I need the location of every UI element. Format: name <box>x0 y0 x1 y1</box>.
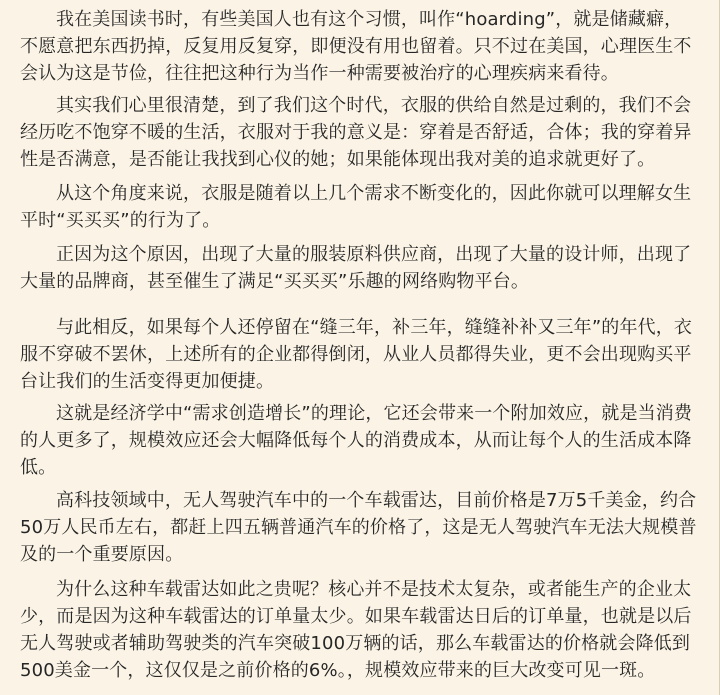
paragraph-demand-growth: 这就是经济学中“需求创造增长”的理论，它还会带来一个附加效应，就是当消费的人更多了，规模效应还会大幅降低每个人的消费成本，从而让每个人的生活成本降低。 <box>20 403 693 478</box>
paragraph-hoarding: 我在美国读书时，有些美国人也有这个习惯，叫作“hoarding”，就是储藏癖，不愿意把东西扔掉，反复用反复穿，即便没有用也留着。只不过在美国，心理医生不会认为这是节俭，往往把这种行为当作一种需要被治疗的心理疾病来看待。 <box>20 9 692 84</box>
paragraph-clothing-meaning: 其实我们心里很清楚，到了我们这个时代，衣服的供给自然是过剩的，我们不会经历吃不饱穿不暖的生活，衣服对于我的意义是：穿着是否舒适，合体；我的穿着异性是否满意，是否能让我找到心仪的她；如果能体现出我对美的追求就更好了。 <box>20 95 692 170</box>
paragraph-changing-needs: 从这个角度来说，衣服是随着以上几个需求不断变化的，因此你就可以理解女生平时“买买买”的行为了。 <box>20 183 692 231</box>
paragraph-contrast: 与此相反，如果每个人还停留在“缝三年，补三年，缝缝补补又三年”的年代，衣服不穿破不罢休，上述所有的企业都得倒闭，从业人员都得失业，更不会出现购买平台让我们的生活变得更加便捷。 <box>20 317 693 392</box>
paragraph-suppliers: 正因为这个原因，出现了大量的服装原料供应商，出现了大量的设计师，出现了大量的品牌商，甚至催生了满足“买买买”乐趣的网络购物平台。 <box>20 244 692 292</box>
paragraph-scale-effect: 为什么这种车载雷达如此之贵呢？核心并不是技术太复杂，或者能生产的企业太少，而是因为这种车载雷达的订单量太少。如果车载雷达日后的订单量，也就是以后无人驾驶或者辅助驾驶类的汽车突破100万辆的话，那么车载雷达的价格就会降低到500美金一个，这仅仅是之前价格的6%。，规模效应带来的巨大改变可见一斑。 <box>20 579 692 681</box>
paragraph-lidar-price: 高科技领域中，无人驾驶汽车中的一个车载雷达，目前价格是7万5千美金，约合50万人民币左右，都赶上四五辆普通汽车的价格了，这是无人驾驶汽车无法大规模普及的一个重要原因。 <box>20 490 697 565</box>
